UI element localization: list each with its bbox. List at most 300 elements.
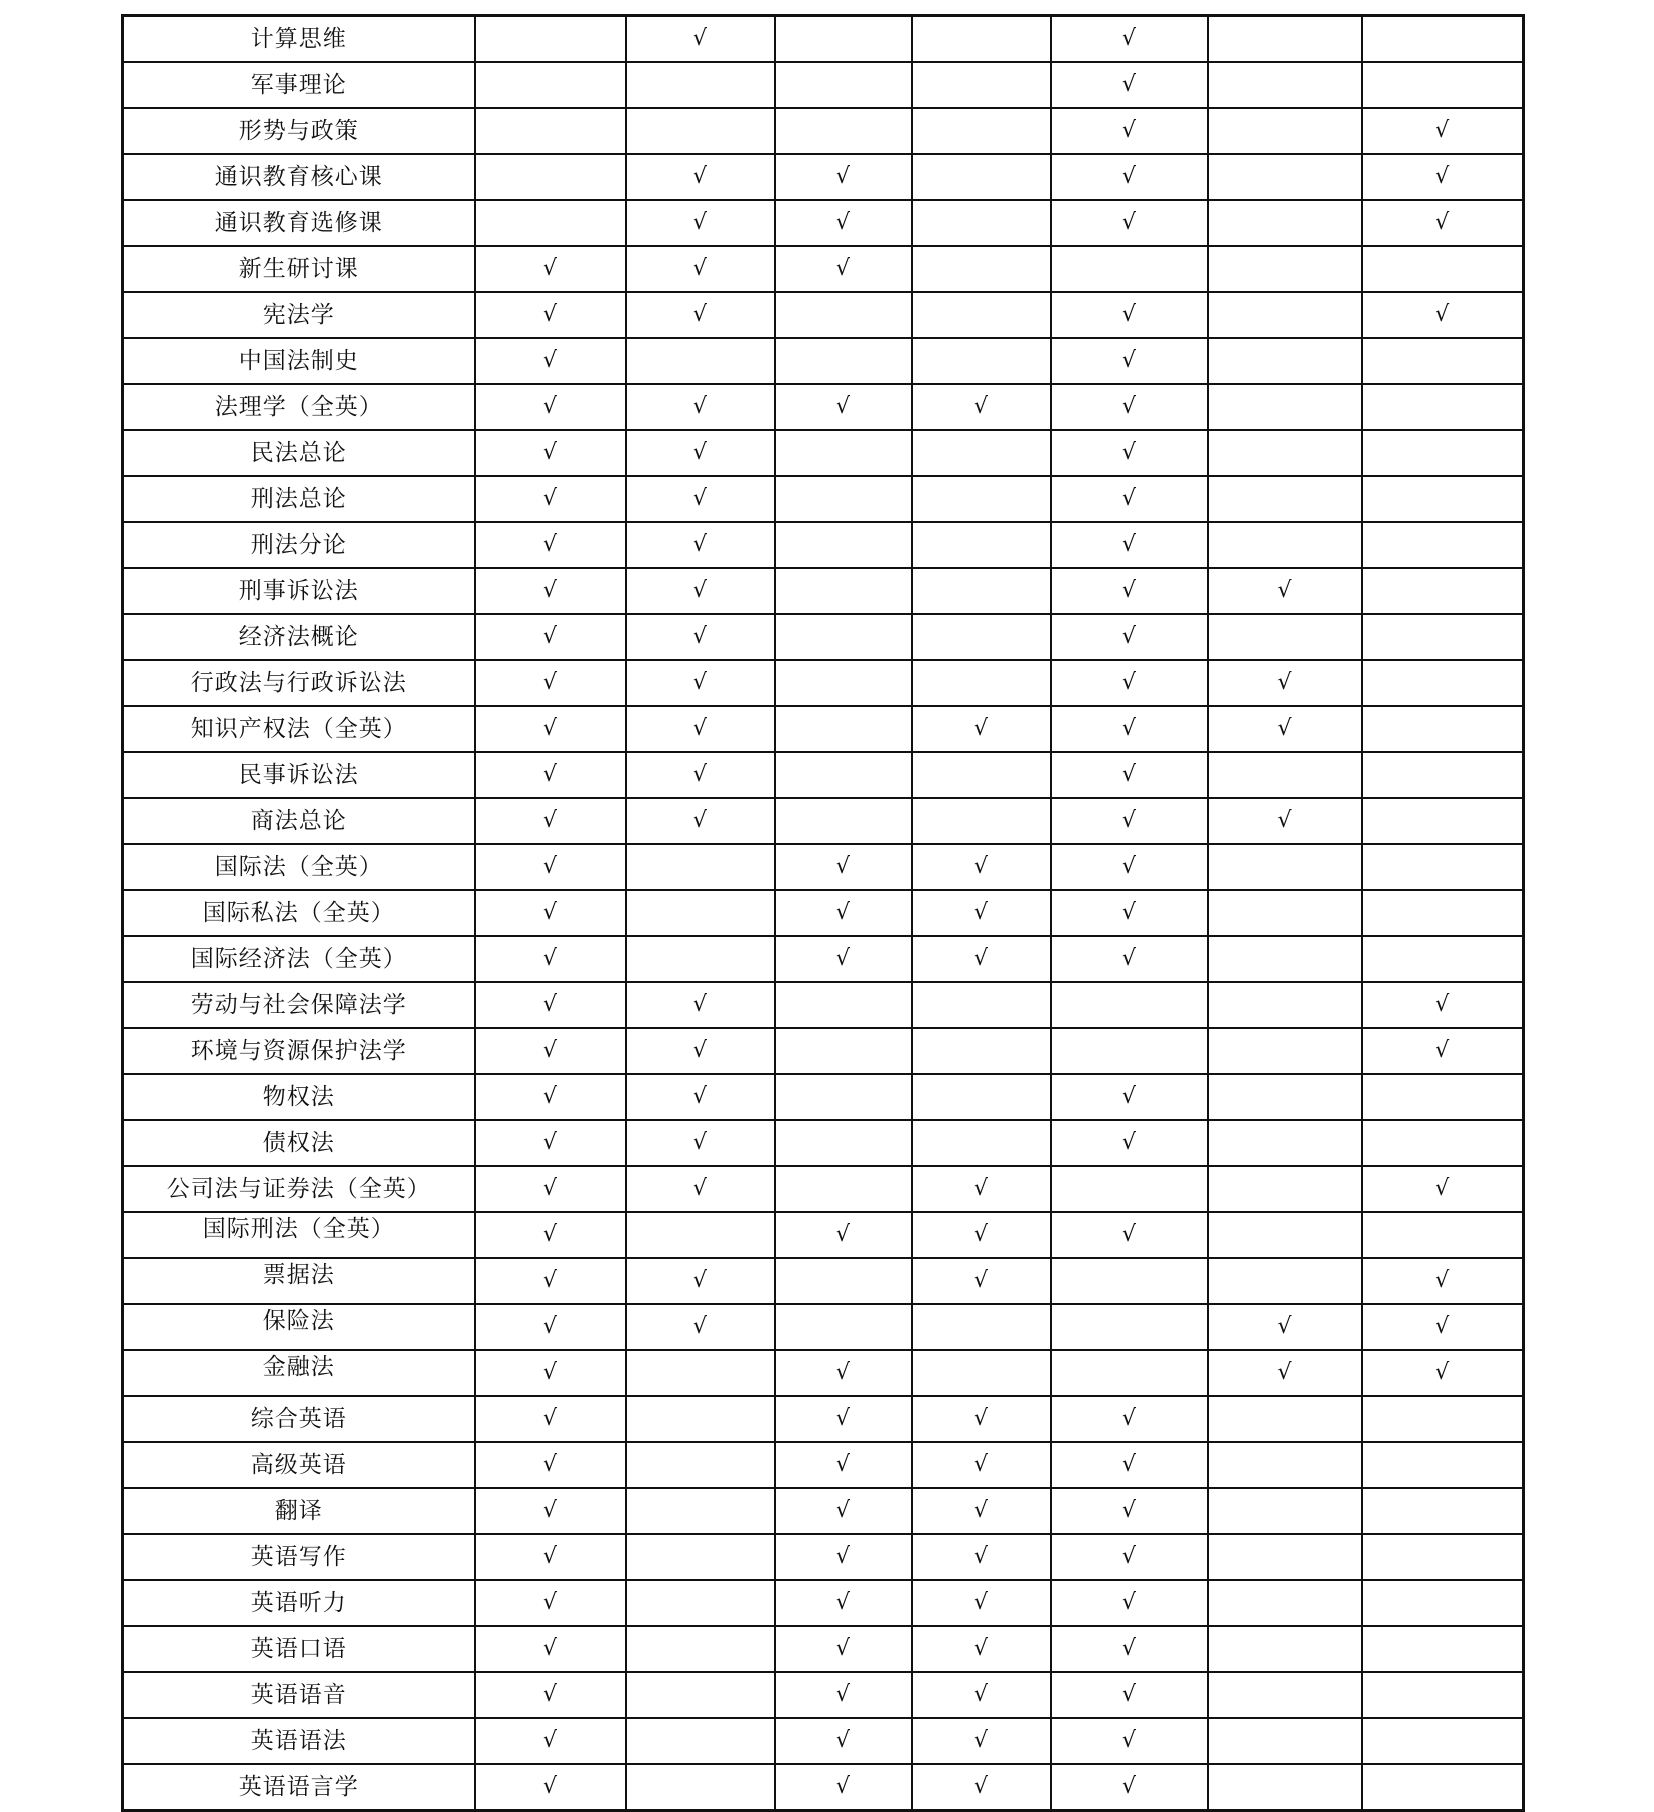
- checkmark: √: [835, 394, 851, 419]
- check-cell-col-4: [912, 1488, 1051, 1534]
- check-cell-col-2: [626, 982, 775, 1028]
- checkmark: √: [542, 1314, 558, 1339]
- check-cell-col-3: [775, 752, 912, 798]
- check-cell-col-7: [1362, 1396, 1524, 1442]
- check-cell-col-3: [775, 1258, 912, 1304]
- checkmark: √: [1121, 348, 1137, 373]
- course-name: 通识教育选修课: [214, 209, 383, 236]
- check-cell-col-5: [1051, 1396, 1208, 1442]
- check-cell-col-1: [475, 1580, 626, 1626]
- checkmark: √: [835, 1222, 851, 1247]
- check-cell-col-2: [626, 292, 775, 338]
- course-name-cell: [123, 522, 475, 568]
- table-row: [123, 1120, 1524, 1166]
- check-cell-col-7: [1362, 292, 1524, 338]
- check-cell-col-4: [912, 1074, 1051, 1120]
- course-name-cell: [123, 338, 475, 384]
- course-name: 通识教育核心课: [214, 163, 383, 190]
- course-name: 国际法（全英）: [214, 853, 383, 880]
- check-cell-col-1: [475, 660, 626, 706]
- course-name-cell: [123, 1258, 475, 1304]
- course-name: 债权法: [262, 1129, 335, 1156]
- check-cell-col-5: [1051, 1626, 1208, 1672]
- check-cell-col-2: [626, 1350, 775, 1396]
- check-cell-col-5: [1051, 1304, 1208, 1350]
- check-cell-col-2: [626, 1626, 775, 1672]
- checkmark: √: [542, 1452, 558, 1477]
- check-cell-col-4: [912, 384, 1051, 430]
- check-cell-col-6: [1208, 1626, 1362, 1672]
- check-cell-col-2: [626, 154, 775, 200]
- table-row: [123, 1350, 1524, 1396]
- check-cell-col-2: [626, 1166, 775, 1212]
- check-cell-col-4: [912, 1120, 1051, 1166]
- course-name-cell: [123, 706, 475, 752]
- check-cell-col-6: [1208, 200, 1362, 246]
- course-name: 英语语音: [250, 1681, 347, 1708]
- check-cell-col-7: [1362, 1304, 1524, 1350]
- checkmark: √: [542, 532, 558, 557]
- course-name: 计算思维: [250, 25, 347, 52]
- checkmark: √: [692, 670, 708, 695]
- check-cell-col-7: [1362, 1534, 1524, 1580]
- checkmark: √: [835, 1728, 851, 1753]
- checkmark: √: [542, 1176, 558, 1201]
- course-name-cell: [123, 200, 475, 246]
- check-cell-col-7: [1362, 1580, 1524, 1626]
- check-cell-col-5: [1051, 16, 1208, 63]
- checkmark: √: [1121, 670, 1137, 695]
- check-cell-col-3: [775, 1212, 912, 1258]
- check-cell-col-5: [1051, 1672, 1208, 1718]
- checkmark: √: [1121, 578, 1137, 603]
- check-cell-col-4: [912, 1212, 1051, 1258]
- check-cell-col-4: [912, 1764, 1051, 1811]
- checkmark: √: [835, 1636, 851, 1661]
- check-cell-col-2: [626, 1718, 775, 1764]
- course-name-cell: [123, 614, 475, 660]
- check-cell-col-6: [1208, 108, 1362, 154]
- check-cell-col-7: [1362, 1442, 1524, 1488]
- check-cell-col-7: [1362, 246, 1524, 292]
- check-cell-col-6: [1208, 568, 1362, 614]
- check-cell-col-1: [475, 1672, 626, 1718]
- check-cell-col-1: [475, 154, 626, 200]
- check-cell-col-2: [626, 1212, 775, 1258]
- check-cell-col-5: [1051, 200, 1208, 246]
- course-matrix-container: [121, 14, 1525, 1812]
- check-cell-col-4: [912, 936, 1051, 982]
- check-cell-col-5: [1051, 1212, 1208, 1258]
- check-cell-col-1: [475, 1350, 626, 1396]
- check-cell-col-7: [1362, 384, 1524, 430]
- checkmark: √: [973, 1452, 989, 1477]
- course-name-cell: [123, 752, 475, 798]
- check-cell-col-2: [626, 476, 775, 522]
- check-cell-col-2: [626, 62, 775, 108]
- check-cell-col-6: [1208, 936, 1362, 982]
- checkmark: √: [1121, 210, 1137, 235]
- check-cell-col-7: [1362, 154, 1524, 200]
- check-cell-col-6: [1208, 62, 1362, 108]
- checkmark: √: [1121, 716, 1137, 741]
- checkmark: √: [1435, 118, 1450, 143]
- course-name-cell: [123, 1580, 475, 1626]
- check-cell-col-7: [1362, 1764, 1524, 1811]
- checkmark: √: [1121, 762, 1137, 787]
- checkmark: √: [542, 1360, 558, 1385]
- table-row: [123, 1028, 1524, 1074]
- check-cell-col-1: [475, 568, 626, 614]
- check-cell-col-6: [1208, 660, 1362, 706]
- checkmark: √: [1435, 1268, 1450, 1293]
- course-name: 法理学（全英）: [214, 393, 383, 420]
- check-cell-col-5: [1051, 1074, 1208, 1120]
- checkmark: √: [835, 210, 851, 235]
- check-cell-col-2: [626, 1442, 775, 1488]
- course-objectives-matrix-table: [121, 14, 1525, 1812]
- checkmark: √: [1435, 210, 1450, 235]
- check-cell-col-6: [1208, 154, 1362, 200]
- checkmark: √: [1121, 854, 1137, 879]
- course-name: 保险法: [262, 1307, 335, 1334]
- checkmark: √: [542, 762, 558, 787]
- check-cell-col-3: [775, 200, 912, 246]
- table-row: [123, 16, 1524, 63]
- table-row: [123, 1258, 1524, 1304]
- check-cell-col-7: [1362, 568, 1524, 614]
- table-row: [123, 1534, 1524, 1580]
- checkmark: √: [692, 1176, 708, 1201]
- checkmark: √: [542, 440, 558, 465]
- check-cell-col-3: [775, 890, 912, 936]
- checkmark: √: [1121, 1452, 1137, 1477]
- table-row: [123, 246, 1524, 292]
- check-cell-col-2: [626, 798, 775, 844]
- check-cell-col-1: [475, 844, 626, 890]
- checkmark: √: [542, 1590, 558, 1615]
- check-cell-col-1: [475, 706, 626, 752]
- checkmark: √: [835, 164, 851, 189]
- checkmark: √: [542, 808, 558, 833]
- check-cell-col-7: [1362, 936, 1524, 982]
- checkmark: √: [835, 1544, 851, 1569]
- check-cell-col-1: [475, 292, 626, 338]
- check-cell-col-3: [775, 1166, 912, 1212]
- course-name-cell: [123, 890, 475, 936]
- check-cell-col-5: [1051, 1580, 1208, 1626]
- check-cell-col-3: [775, 706, 912, 752]
- checkmark: √: [835, 1682, 851, 1707]
- checkmark: √: [692, 624, 708, 649]
- check-cell-col-2: [626, 614, 775, 660]
- checkmark: √: [973, 1176, 989, 1201]
- check-cell-col-3: [775, 62, 912, 108]
- checkmark: √: [973, 1544, 989, 1569]
- course-name-cell: [123, 844, 475, 890]
- check-cell-col-6: [1208, 1350, 1362, 1396]
- check-cell-col-4: [912, 1396, 1051, 1442]
- course-name: 宪法学: [262, 301, 335, 328]
- check-cell-col-2: [626, 1258, 775, 1304]
- check-cell-col-5: [1051, 798, 1208, 844]
- check-cell-col-7: [1362, 660, 1524, 706]
- check-cell-col-3: [775, 154, 912, 200]
- check-cell-col-5: [1051, 1718, 1208, 1764]
- table-row: [123, 476, 1524, 522]
- check-cell-col-6: [1208, 798, 1362, 844]
- check-cell-col-7: [1362, 1258, 1524, 1304]
- check-cell-col-1: [475, 1120, 626, 1166]
- checkmark: √: [835, 1498, 851, 1523]
- check-cell-col-6: [1208, 292, 1362, 338]
- checkmark: √: [1277, 716, 1292, 741]
- course-name-cell: [123, 1212, 475, 1258]
- course-name: 新生研讨课: [238, 255, 359, 282]
- check-cell-col-5: [1051, 568, 1208, 614]
- check-cell-col-5: [1051, 476, 1208, 522]
- check-cell-col-5: [1051, 936, 1208, 982]
- check-cell-col-7: [1362, 200, 1524, 246]
- checkmark: √: [542, 1728, 558, 1753]
- course-name: 英语写作: [250, 1543, 347, 1570]
- checkmark: √: [542, 992, 558, 1017]
- check-cell-col-3: [775, 936, 912, 982]
- course-name: 英语听力: [250, 1589, 347, 1616]
- table-row: [123, 1672, 1524, 1718]
- check-cell-col-6: [1208, 890, 1362, 936]
- course-name: 中国法制史: [238, 347, 359, 374]
- course-name-cell: [123, 1534, 475, 1580]
- check-cell-col-2: [626, 1120, 775, 1166]
- checkmark: √: [692, 1084, 708, 1109]
- checkmark: √: [1121, 532, 1137, 557]
- table-row: [123, 890, 1524, 936]
- check-cell-col-6: [1208, 1166, 1362, 1212]
- course-name-cell: [123, 982, 475, 1028]
- check-cell-col-3: [775, 1442, 912, 1488]
- check-cell-col-5: [1051, 1534, 1208, 1580]
- check-cell-col-1: [475, 1074, 626, 1120]
- check-cell-col-3: [775, 338, 912, 384]
- checkmark: √: [542, 302, 558, 327]
- checkmark: √: [1435, 1176, 1450, 1201]
- check-cell-col-7: [1362, 16, 1524, 63]
- checkmark: √: [1121, 164, 1137, 189]
- table-row: [123, 568, 1524, 614]
- checkmark: √: [1435, 992, 1450, 1017]
- check-cell-col-6: [1208, 706, 1362, 752]
- course-name-cell: [123, 1442, 475, 1488]
- check-cell-col-7: [1362, 844, 1524, 890]
- check-cell-col-6: [1208, 1718, 1362, 1764]
- table-row: [123, 706, 1524, 752]
- check-cell-col-7: [1362, 476, 1524, 522]
- check-cell-col-4: [912, 614, 1051, 660]
- check-cell-col-7: [1362, 522, 1524, 568]
- checkmark: √: [692, 716, 708, 741]
- check-cell-col-6: [1208, 1764, 1362, 1811]
- course-name: 环境与资源保护法学: [190, 1037, 407, 1064]
- checkmark: √: [1121, 486, 1137, 511]
- checkmark: √: [1121, 900, 1137, 925]
- checkmark: √: [1121, 1130, 1137, 1155]
- check-cell-col-7: [1362, 1718, 1524, 1764]
- check-cell-col-1: [475, 1534, 626, 1580]
- table-row: [123, 660, 1524, 706]
- checkmark: √: [835, 1452, 851, 1477]
- check-cell-col-4: [912, 476, 1051, 522]
- check-cell-col-3: [775, 798, 912, 844]
- check-cell-col-4: [912, 62, 1051, 108]
- check-cell-col-2: [626, 522, 775, 568]
- check-cell-col-7: [1362, 752, 1524, 798]
- check-cell-col-4: [912, 16, 1051, 63]
- checkmark: √: [542, 1038, 558, 1063]
- check-cell-col-1: [475, 246, 626, 292]
- course-name-cell: [123, 1396, 475, 1442]
- checkmark: √: [973, 716, 989, 741]
- course-name: 国际刑法（全英）: [202, 1215, 395, 1242]
- course-name: 行政法与行政诉讼法: [190, 669, 407, 696]
- check-cell-col-4: [912, 338, 1051, 384]
- check-cell-col-2: [626, 568, 775, 614]
- check-cell-col-1: [475, 430, 626, 476]
- course-name: 劳动与社会保障法学: [190, 991, 407, 1018]
- check-cell-col-3: [775, 1534, 912, 1580]
- checkmark: √: [1121, 118, 1137, 143]
- check-cell-col-6: [1208, 1258, 1362, 1304]
- checkmark: √: [542, 578, 558, 603]
- checkmark: √: [542, 1544, 558, 1569]
- checkmark: √: [1121, 440, 1137, 465]
- checkmark: √: [542, 1084, 558, 1109]
- check-cell-col-6: [1208, 614, 1362, 660]
- check-cell-col-5: [1051, 844, 1208, 890]
- checkmark: √: [1121, 1682, 1137, 1707]
- check-cell-col-6: [1208, 1488, 1362, 1534]
- course-name-cell: [123, 1304, 475, 1350]
- table-row: [123, 292, 1524, 338]
- check-cell-col-1: [475, 1626, 626, 1672]
- check-cell-col-1: [475, 476, 626, 522]
- check-cell-col-4: [912, 1442, 1051, 1488]
- check-cell-col-5: [1051, 1764, 1208, 1811]
- check-cell-col-1: [475, 108, 626, 154]
- checkmark: √: [1121, 1636, 1137, 1661]
- table-row: [123, 1074, 1524, 1120]
- table-row: [123, 1304, 1524, 1350]
- check-cell-col-4: [912, 154, 1051, 200]
- check-cell-col-5: [1051, 1258, 1208, 1304]
- check-cell-col-1: [475, 62, 626, 108]
- check-cell-col-1: [475, 798, 626, 844]
- check-cell-col-4: [912, 1534, 1051, 1580]
- check-cell-col-1: [475, 1488, 626, 1534]
- check-cell-col-3: [775, 1304, 912, 1350]
- course-name-cell: [123, 1028, 475, 1074]
- check-cell-col-5: [1051, 292, 1208, 338]
- table-row: [123, 1626, 1524, 1672]
- check-cell-col-4: [912, 1718, 1051, 1764]
- check-cell-col-2: [626, 660, 775, 706]
- check-cell-col-1: [475, 982, 626, 1028]
- checkmark: √: [1277, 808, 1292, 833]
- checkmark: √: [835, 1590, 851, 1615]
- checkmark: √: [1121, 1084, 1137, 1109]
- table-row: [123, 798, 1524, 844]
- check-cell-col-2: [626, 430, 775, 476]
- course-name: 形势与政策: [238, 117, 359, 144]
- checkmark: √: [542, 1774, 558, 1799]
- course-name-cell: [123, 430, 475, 476]
- checkmark: √: [542, 1222, 558, 1247]
- check-cell-col-7: [1362, 1074, 1524, 1120]
- check-cell-col-4: [912, 706, 1051, 752]
- checkmark: √: [973, 1222, 989, 1247]
- course-name: 英语口语: [250, 1635, 347, 1662]
- check-cell-col-1: [475, 384, 626, 430]
- check-cell-col-6: [1208, 384, 1362, 430]
- check-cell-col-5: [1051, 430, 1208, 476]
- checkmark: √: [692, 1038, 708, 1063]
- course-name-cell: [123, 1626, 475, 1672]
- check-cell-col-1: [475, 936, 626, 982]
- check-cell-col-7: [1362, 1212, 1524, 1258]
- table-row: [123, 1396, 1524, 1442]
- course-name: 翻译: [274, 1497, 323, 1524]
- check-cell-col-3: [775, 844, 912, 890]
- checkmark: √: [692, 1314, 708, 1339]
- check-cell-col-4: [912, 568, 1051, 614]
- checkmark: √: [542, 486, 558, 511]
- course-name-cell: [123, 568, 475, 614]
- check-cell-col-1: [475, 890, 626, 936]
- checkmark: √: [1121, 26, 1137, 51]
- check-cell-col-4: [912, 1626, 1051, 1672]
- table-row: [123, 1718, 1524, 1764]
- checkmark: √: [1121, 1544, 1137, 1569]
- check-cell-col-1: [475, 1166, 626, 1212]
- check-cell-col-3: [775, 1028, 912, 1074]
- check-cell-col-6: [1208, 246, 1362, 292]
- check-cell-col-2: [626, 1074, 775, 1120]
- check-cell-col-1: [475, 1718, 626, 1764]
- check-cell-col-5: [1051, 246, 1208, 292]
- check-cell-col-4: [912, 660, 1051, 706]
- course-name-cell: [123, 1488, 475, 1534]
- check-cell-col-5: [1051, 752, 1208, 798]
- checkmark: √: [835, 946, 851, 971]
- check-cell-col-1: [475, 522, 626, 568]
- check-cell-col-5: [1051, 154, 1208, 200]
- course-name: 商法总论: [250, 807, 347, 834]
- check-cell-col-3: [775, 1396, 912, 1442]
- checkmark: √: [1121, 394, 1137, 419]
- check-cell-col-6: [1208, 16, 1362, 63]
- checkmark: √: [1435, 302, 1450, 327]
- check-cell-col-3: [775, 476, 912, 522]
- table-row: [123, 1442, 1524, 1488]
- course-name-cell: [123, 154, 475, 200]
- course-name: 知识产权法（全英）: [190, 715, 407, 742]
- check-cell-col-3: [775, 1580, 912, 1626]
- check-cell-col-2: [626, 1580, 775, 1626]
- checkmark: √: [542, 854, 558, 879]
- checkmark: √: [1121, 1498, 1137, 1523]
- check-cell-col-6: [1208, 430, 1362, 476]
- checkmark: √: [1277, 1360, 1292, 1385]
